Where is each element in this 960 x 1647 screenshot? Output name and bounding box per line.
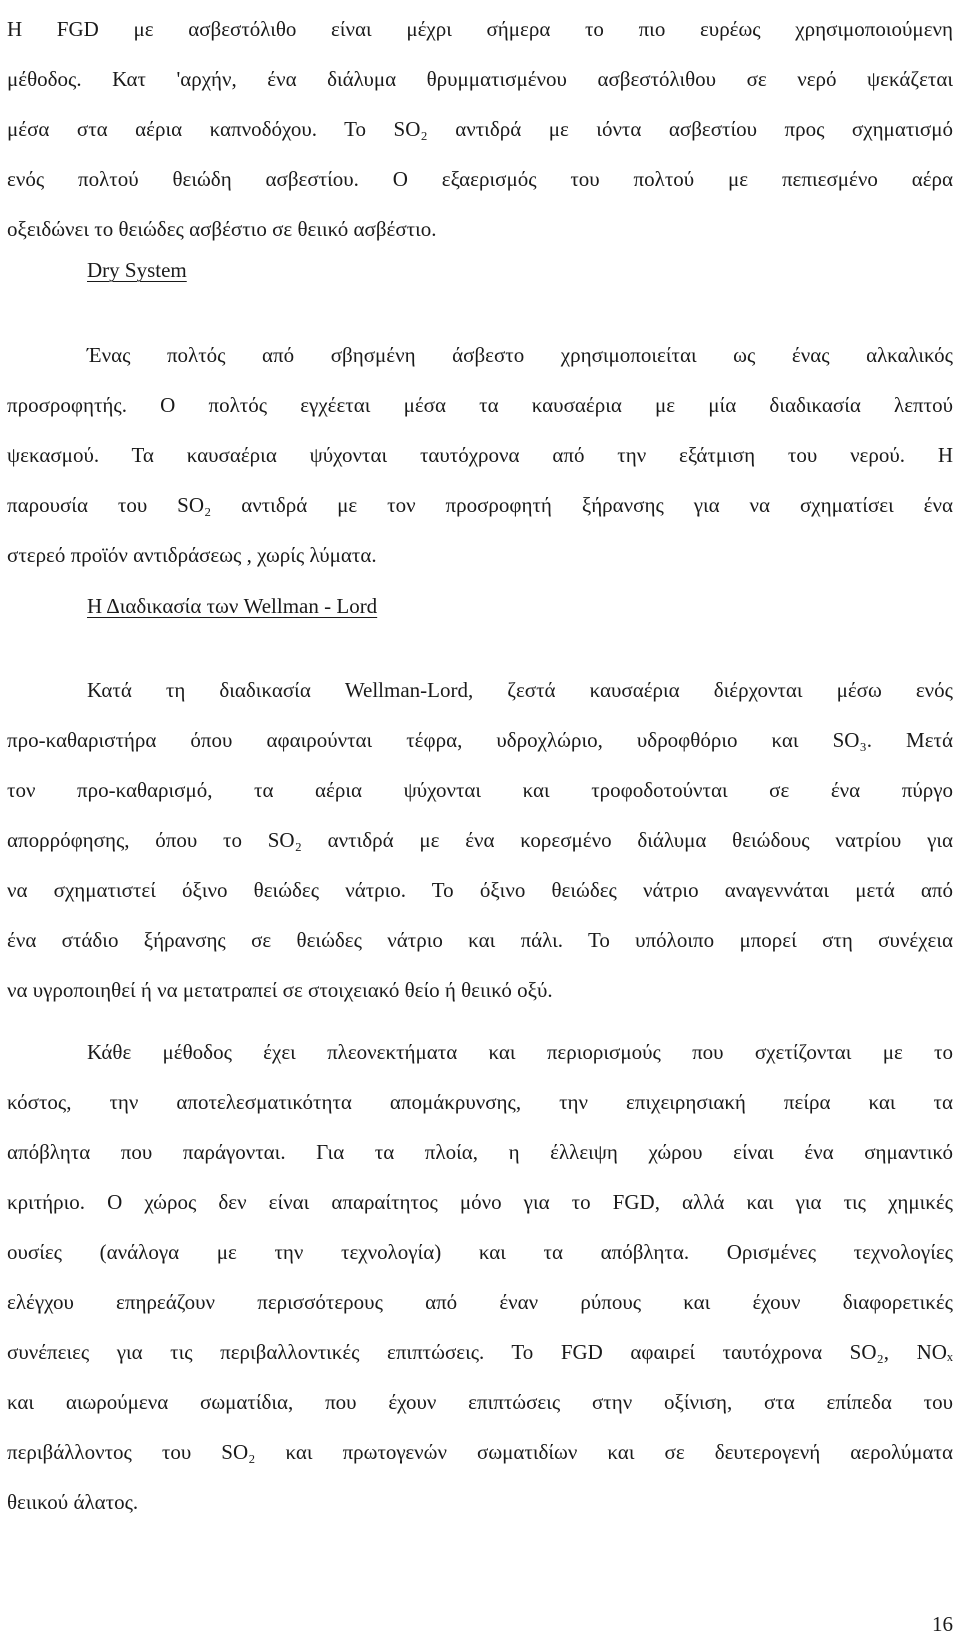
text-line: και αιωρούμενα σωματίδια, που έχουν επιπτώσεις στην οξίνιση, στα επίπεδα του bbox=[7, 1390, 953, 1414]
text-line: ουσίες (ανάλογα με την τεχνολογία) και τα απόβλητα. Ορισμένες τεχνολογίες bbox=[7, 1240, 953, 1264]
text-line: να σχηματιστεί όξινο θειώδες νάτριο. Το όξινο θειώδες νάτριο αναγεννάται μετά από bbox=[7, 878, 953, 902]
text-line: μέσα στα αέρια καπνοδόχου. Το SO₂ αντιδρά με ιόντα ασβεστίου προς σχηματισμό bbox=[7, 117, 953, 141]
text-line: θειικού άλατος. bbox=[7, 1490, 139, 1514]
text-line: ελέγχου επηρεάζουν περισσότερους από έναν ρύπους και έχουν διαφορετικές bbox=[7, 1290, 953, 1314]
text-line: κόστος, την αποτελεσματικότητα απομάκρυνσης, την επιχειρησιακή πείρα και τα bbox=[7, 1090, 953, 1114]
text-line: Η FGD με ασβεστόλιθο είναι μέχρι σήμερα το πιο ευρέως χρησιμοποιούμενη bbox=[7, 17, 953, 41]
text-line: μέθοδος. Κατ 'αρχήν, ένα διάλυμα θρυμματισμένου ασβεστόλιθου σε νερό ψεκάζεται bbox=[7, 67, 953, 91]
text-line: συνέπειες για τις περιβαλλοντικές επιπτώσεις. Το FGD αφαιρεί ταυτόχρονα SO₂, NOₓ bbox=[7, 1340, 953, 1364]
text-line: Κατά τη διαδικασία Wellman-Lord, ζεστά καυσαέρια διέρχονται μέσω ενός bbox=[87, 678, 953, 702]
text-line: προσροφητής. Ο πολτός εγχέεται μέσα τα καυσαέρια με μία διαδικασία λεπτού bbox=[7, 393, 953, 417]
text-line: στερεό προϊόν αντιδράσεως , χωρίς λύματα. bbox=[7, 543, 377, 567]
text-line: οξειδώνει το θειώδες ασβέστιο σε θειικό ασβέστιο. bbox=[7, 217, 437, 241]
text-line: παρουσία του SO₂ αντιδρά με τον προσροφητή ξήρανσης για να σχηματίσει ένα bbox=[7, 493, 953, 517]
text-line: ένα στάδιο ξήρανσης σε θειώδες νάτριο και πάλι. Το υπόλοιπο μπορεί στη συνέχεια bbox=[7, 928, 953, 952]
text-line: να υγροποιηθεί ή να μετατραπεί σε στοιχειακό θείο ή θειικό οξύ. bbox=[7, 978, 553, 1002]
text-line: κριτήριο. Ο χώρος δεν είναι απαραίτητος μόνο για το FGD, αλλά και για τις χημικές bbox=[7, 1190, 953, 1214]
text-line: Κάθε μέθοδος έχει πλεονεκτήματα και περιορισμούς που σχετίζονται με το bbox=[87, 1040, 953, 1064]
paragraph-limestone-fgd bbox=[7, 4, 953, 254]
paragraph-dry-system bbox=[7, 330, 953, 580]
page-number: 16 bbox=[932, 1612, 953, 1636]
section-heading-dry-system: Dry System bbox=[87, 258, 187, 282]
text-line: προ-καθαριστήρα όπου αφαιρούνται τέφρα, υδροχλώριο, υδροφθόριο και SO₃. Μετά bbox=[7, 728, 953, 752]
text-line: απόβλητα που παράγονται. Για τα πλοία, η έλλειψη χώρου είναι ένα σημαντικό bbox=[7, 1140, 953, 1164]
text-line: απορρόφησης, όπου το SO₂ αντιδρά με ένα κορεσμένο διάλυμα θειώδους νατρίου για bbox=[7, 828, 953, 852]
text-line: περιβάλλοντος του SO₂ και πρωτογενών σωματιδίων και σε δευτερογενή αερολύματα bbox=[7, 1440, 953, 1464]
text-line: Ένας πολτός από σβησμένη άσβεστο χρησιμοποιείται ως ένας αλκαλικός bbox=[87, 343, 953, 367]
paragraph-method-comparison bbox=[7, 1027, 953, 1527]
section-heading-wellman-lord: Η Διαδικασία των Wellman - Lord bbox=[87, 594, 378, 618]
paragraph-wellman-lord bbox=[7, 665, 953, 1015]
text-line: τον προ-καθαρισμό, τα αέρια ψύχονται και τροφοδοτούνται σε ένα πύργο bbox=[7, 778, 953, 802]
text-line: ενός πολτού θειώδη ασβεστίου. Ο εξαερισμός του πολτού με πεπιεσμένο αέρα bbox=[7, 167, 953, 191]
text-line: ψεκασμού. Τα καυσαέρια ψύχονται ταυτόχρονα από την εξάτμιση του νερού. Η bbox=[7, 443, 953, 467]
